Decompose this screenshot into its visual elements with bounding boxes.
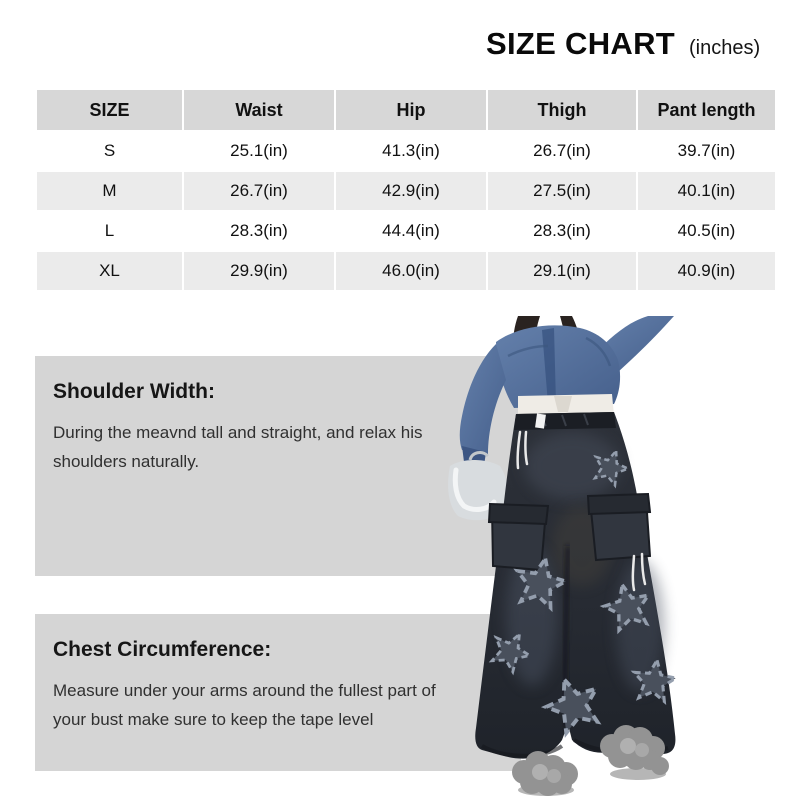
cell-hip: 46.0(in) <box>336 252 486 290</box>
title-unit-label: (inches) <box>689 37 761 59</box>
header-pant-length: Pant length <box>638 90 775 130</box>
table-row-xl <box>37 252 775 290</box>
shoulder-width-section <box>35 356 521 576</box>
cell-size: M <box>37 172 182 210</box>
table-row-m <box>37 172 775 210</box>
size-table <box>35 88 777 292</box>
cell-pant-length: 40.1(in) <box>638 172 775 210</box>
header-size: SIZE <box>37 90 182 130</box>
table-header-row <box>37 90 775 130</box>
cell-thigh: 26.7(in) <box>488 132 636 170</box>
cell-pant-length: 40.9(in) <box>638 252 775 290</box>
cell-hip: 41.3(in) <box>336 132 486 170</box>
cell-waist: 28.3(in) <box>184 212 334 250</box>
cell-pant-length: 39.7(in) <box>638 132 775 170</box>
section-body-chest-circumference: Measure under your arms around the fullest part of your bust make sure to keep the tape level <box>53 681 436 730</box>
slippers <box>512 725 669 796</box>
section-body-shoulder-width: During the meavnd tall and straight, and relax his shoulders naturally. <box>53 423 423 472</box>
cell-size: XL <box>37 252 182 290</box>
cell-size: S <box>37 132 182 170</box>
header-hip: Hip <box>336 90 486 130</box>
cell-thigh: 29.1(in) <box>488 252 636 290</box>
cell-hip: 44.4(in) <box>336 212 486 250</box>
cell-pant-length: 40.5(in) <box>638 212 775 250</box>
cell-thigh: 27.5(in) <box>488 172 636 210</box>
header-thigh: Thigh <box>488 90 636 130</box>
table-row-l <box>37 212 775 250</box>
cell-thigh: 28.3(in) <box>488 212 636 250</box>
table-row-s <box>37 132 775 170</box>
cell-waist: 25.1(in) <box>184 132 334 170</box>
page-title <box>486 26 760 62</box>
cell-waist: 26.7(in) <box>184 172 334 210</box>
title-text: SIZE CHART <box>486 26 675 61</box>
section-heading-shoulder-width: Shoulder Width: <box>53 380 215 403</box>
header-waist: Waist <box>184 90 334 130</box>
section-heading-chest-circumference: Chest Circumference: <box>53 638 272 661</box>
cell-waist: 29.9(in) <box>184 252 334 290</box>
chest-circumference-section <box>35 614 521 771</box>
cell-size: L <box>37 212 182 250</box>
cell-hip: 42.9(in) <box>336 172 486 210</box>
